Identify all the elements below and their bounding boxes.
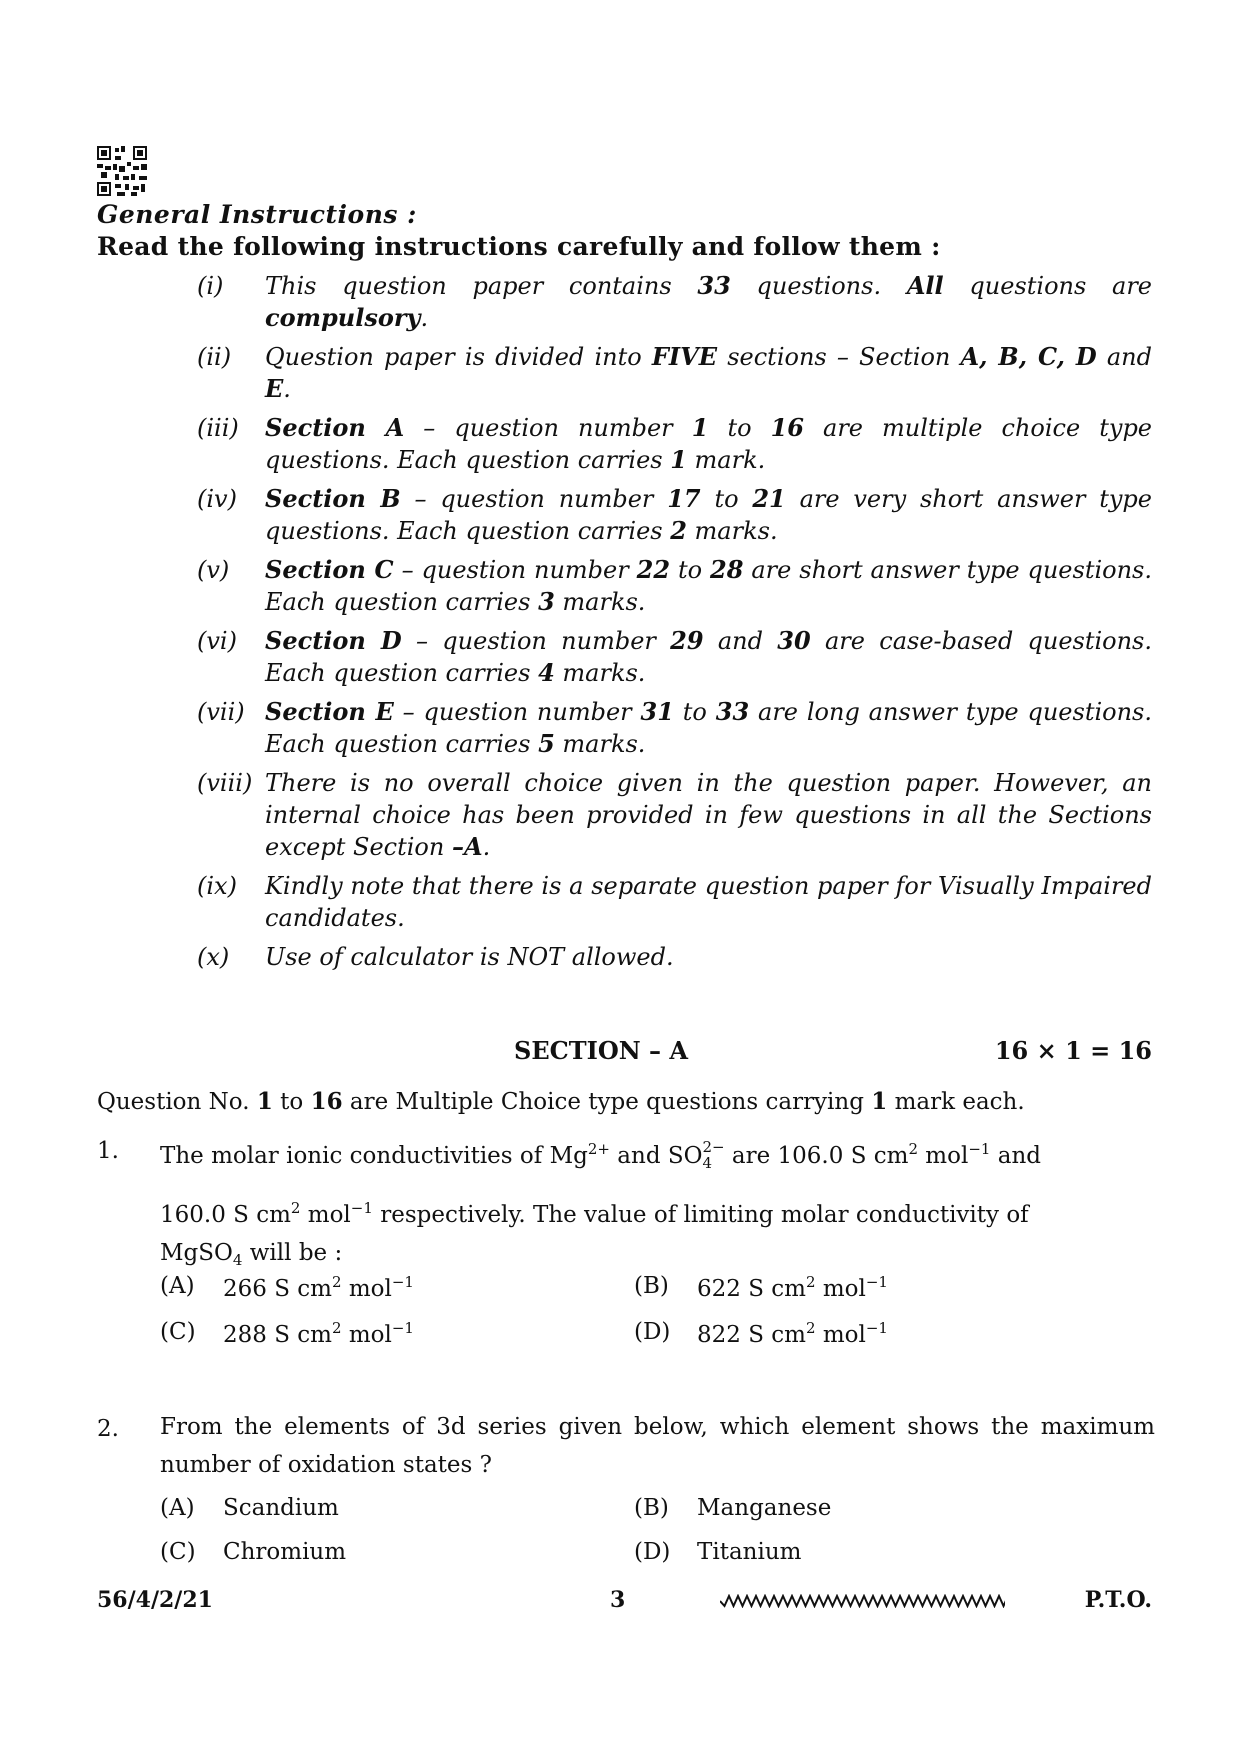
read-instructions-heading: Read the following instructions carefully and follow them :: [97, 232, 941, 261]
bold-text: All: [906, 271, 944, 300]
option-1a[interactable]: [160, 1273, 414, 1302]
text-segment: questions are: [943, 272, 1153, 300]
instruction-number: (vii): [197, 698, 245, 726]
option-value: Manganese: [697, 1495, 832, 1521]
instruction-item: [197, 625, 1152, 689]
text-segment: The molar ionic conductivities of Mg: [160, 1143, 588, 1169]
instruction-text: [265, 270, 1152, 334]
instruction-text: [265, 554, 1152, 618]
text-segment: are multiple choice type questions. Each question carries: [265, 414, 1153, 474]
text-segment: to: [708, 414, 771, 442]
bold-text: 33: [715, 697, 750, 726]
bold-text: 1: [670, 445, 687, 474]
bold-text: Section E: [265, 697, 394, 726]
text-segment: – question number: [404, 414, 692, 442]
instruction-text: [265, 767, 1152, 863]
section-marks: 16 × 1 = 16: [994, 1036, 1152, 1065]
option-2d[interactable]: [634, 1539, 801, 1565]
bold-text: A, B, C, D: [960, 342, 1097, 371]
text-segment: and: [703, 627, 778, 655]
text-segment: MgSO: [160, 1240, 233, 1266]
section-title: SECTION – A: [514, 1036, 688, 1065]
option-1b[interactable]: [634, 1273, 888, 1302]
text-segment: will be :: [242, 1240, 343, 1266]
bold-text: compulsory: [265, 303, 421, 332]
text-segment: marks.: [554, 730, 646, 758]
question-number: 1.: [97, 1138, 119, 1164]
bold-text: 17: [667, 484, 701, 513]
text-segment: are very short answer type questions. Each question carries: [265, 485, 1153, 545]
text-segment: are 106.0 S cm: [724, 1143, 909, 1169]
bold-text: Section A: [265, 413, 405, 442]
text-segment: are long answer type questions. Each question carries: [265, 698, 1152, 758]
instruction-number: (iv): [197, 485, 237, 513]
instructions-list: [197, 270, 1152, 980]
option-label: (C): [160, 1539, 196, 1565]
bold-text: 4: [538, 658, 555, 687]
option-2b[interactable]: [634, 1495, 831, 1521]
text-segment: Question No.: [97, 1089, 257, 1115]
bold-text: 1: [256, 1088, 273, 1115]
bold-text: 1: [871, 1088, 888, 1115]
text-segment: .: [482, 833, 491, 861]
instruction-number: (ii): [197, 343, 232, 371]
charge-superscript: 2+: [587, 1140, 610, 1158]
bold-text: 30: [777, 626, 811, 655]
text-segment: 160.0 S cm: [160, 1202, 291, 1228]
option-2a[interactable]: [160, 1495, 339, 1521]
text-segment: Use of calculator is NOT allowed.: [265, 943, 674, 971]
instruction-item: [197, 341, 1152, 405]
text-segment: marks.: [686, 517, 778, 545]
text-segment: Question paper is divided into: [265, 343, 652, 371]
option-label: (B): [634, 1273, 669, 1299]
text-segment: are case-based questions. Each question carries: [265, 627, 1153, 687]
text-segment: to: [670, 556, 711, 584]
bold-text: 3: [538, 587, 555, 616]
option-label: (C): [160, 1319, 196, 1345]
instruction-item: [197, 554, 1152, 618]
text-segment: respectively. The value of limiting molar conductivity of: [372, 1202, 1029, 1228]
bold-text: 29: [670, 626, 704, 655]
option-label: (B): [634, 1495, 669, 1521]
subscript: 4: [232, 1251, 243, 1269]
text-segment: mark each.: [887, 1089, 1025, 1115]
option-1c[interactable]: [160, 1319, 414, 1348]
pto-label: P.T.O.: [1084, 1587, 1152, 1613]
instruction-number: (x): [197, 943, 230, 971]
bold-text: 5: [538, 729, 555, 758]
bold-text: Section C: [265, 555, 394, 584]
instruction-text: [265, 870, 1152, 934]
bold-text: 31: [640, 697, 674, 726]
bold-text: 21: [752, 484, 786, 513]
option-label: (D): [634, 1539, 671, 1565]
instruction-item: [197, 870, 1152, 934]
instruction-item: [197, 767, 1152, 863]
text-segment: .: [283, 375, 291, 403]
bold-text: FIVE: [651, 342, 718, 371]
bold-text: Section D: [265, 626, 402, 655]
text-segment: There is no overall choice given in the question paper. However, an internal choice has been provided in few questions in all the Sections except Section: [265, 769, 1152, 861]
instruction-text: [265, 941, 1152, 973]
instruction-number: (iii): [197, 414, 239, 442]
question-line: [160, 1189, 1155, 1234]
charge-superscript: 2−: [702, 1138, 725, 1156]
text-segment: questions.: [730, 272, 907, 300]
mcq-note: [97, 1088, 1157, 1115]
text-segment: marks.: [554, 588, 646, 616]
text-segment: are short answer type questions. Each question carries: [265, 556, 1152, 616]
exponent: −1: [968, 1140, 991, 1158]
bold-text: 33: [697, 271, 731, 300]
instruction-text: [265, 483, 1152, 547]
text-segment: .: [420, 304, 429, 332]
instruction-text: [265, 625, 1152, 689]
text-segment: mark.: [686, 446, 766, 474]
instruction-item: [197, 270, 1152, 334]
wavy-line-icon: [720, 1594, 1005, 1608]
option-value: Chromium: [223, 1539, 347, 1565]
instruction-item: [197, 483, 1152, 547]
text-segment: marks.: [554, 659, 646, 687]
text-segment: and: [1096, 343, 1153, 371]
bold-text: 16: [770, 413, 804, 442]
question-text: From the elements of 3d series given below, which element shows the maximum number of oxidation states ?: [160, 1414, 1155, 1478]
text-segment: Kindly note that there is a separate question paper for Visually Impaired candidates.: [265, 872, 1152, 932]
option-1d[interactable]: [634, 1319, 888, 1348]
option-label: (A): [160, 1495, 195, 1521]
sulfate-ion: [702, 1130, 724, 1175]
bold-text: 28: [710, 555, 744, 584]
text-segment: – question number: [401, 627, 671, 655]
text-segment: to: [673, 698, 716, 726]
option-value: 288 S $cm^2$ mol$^{-1}$: [223, 1319, 414, 1348]
instruction-item: [197, 941, 1152, 973]
bold-text: E: [265, 374, 284, 403]
text-segment: to: [700, 485, 753, 513]
text-segment: – question number: [393, 556, 637, 584]
question-number: 2.: [97, 1416, 119, 1442]
instruction-text: [265, 341, 1152, 405]
page-number: 3: [610, 1587, 626, 1613]
text-segment: mol: [918, 1143, 969, 1169]
text-segment: sections – Section: [717, 343, 961, 371]
text-segment: This question paper contains: [265, 272, 698, 300]
exponent: 2: [908, 1140, 918, 1158]
option-value: 822 S $cm^2$ mol$^{-1}$: [697, 1319, 888, 1348]
instruction-number: (ix): [197, 872, 237, 900]
instruction-number: (v): [197, 556, 230, 584]
subscript: 4: [702, 1154, 713, 1172]
instruction-text: [265, 696, 1152, 760]
text-segment: – question number: [393, 698, 641, 726]
question-text: [160, 1130, 1155, 1279]
text-segment: and: [990, 1143, 1042, 1169]
general-instructions-heading: General Instructions :: [97, 200, 417, 229]
bold-text: 1: [691, 413, 709, 442]
text-segment: to: [272, 1089, 311, 1115]
option-value: Scandium: [223, 1495, 339, 1521]
option-value: 622 S $cm^2$ mol$^{-1}$: [697, 1273, 888, 1302]
bold-text: 16: [310, 1088, 343, 1115]
bold-text: Section B: [265, 484, 401, 513]
instruction-item: [197, 696, 1152, 760]
exponent: 2: [290, 1199, 301, 1217]
text-segment: and SO: [609, 1143, 703, 1169]
option-value: 266 S $cm^2$ mol$^{-1}$: [223, 1273, 414, 1302]
text-segment: are Multiple Choice type questions carrying: [342, 1089, 872, 1115]
instruction-number: (vi): [197, 627, 237, 655]
option-2c[interactable]: [160, 1539, 346, 1565]
option-label: (A): [160, 1273, 195, 1299]
paper-code: 56/4/2/21: [97, 1587, 213, 1613]
bold-text: 22: [636, 555, 671, 584]
option-value: Titanium: [697, 1539, 802, 1565]
bold-text: 2: [670, 516, 687, 545]
exponent: −1: [350, 1199, 373, 1217]
option-label: (D): [634, 1319, 671, 1345]
instruction-number: (i): [197, 272, 224, 300]
question-line: [160, 1130, 1155, 1175]
text-segment: – question number: [400, 485, 668, 513]
qr-code-icon: [97, 146, 147, 196]
text-segment: mol: [300, 1202, 351, 1228]
bold-text: –A: [451, 832, 483, 861]
instruction-item: [197, 412, 1152, 476]
instruction-number: (viii): [197, 769, 253, 797]
instruction-text: [265, 412, 1152, 476]
